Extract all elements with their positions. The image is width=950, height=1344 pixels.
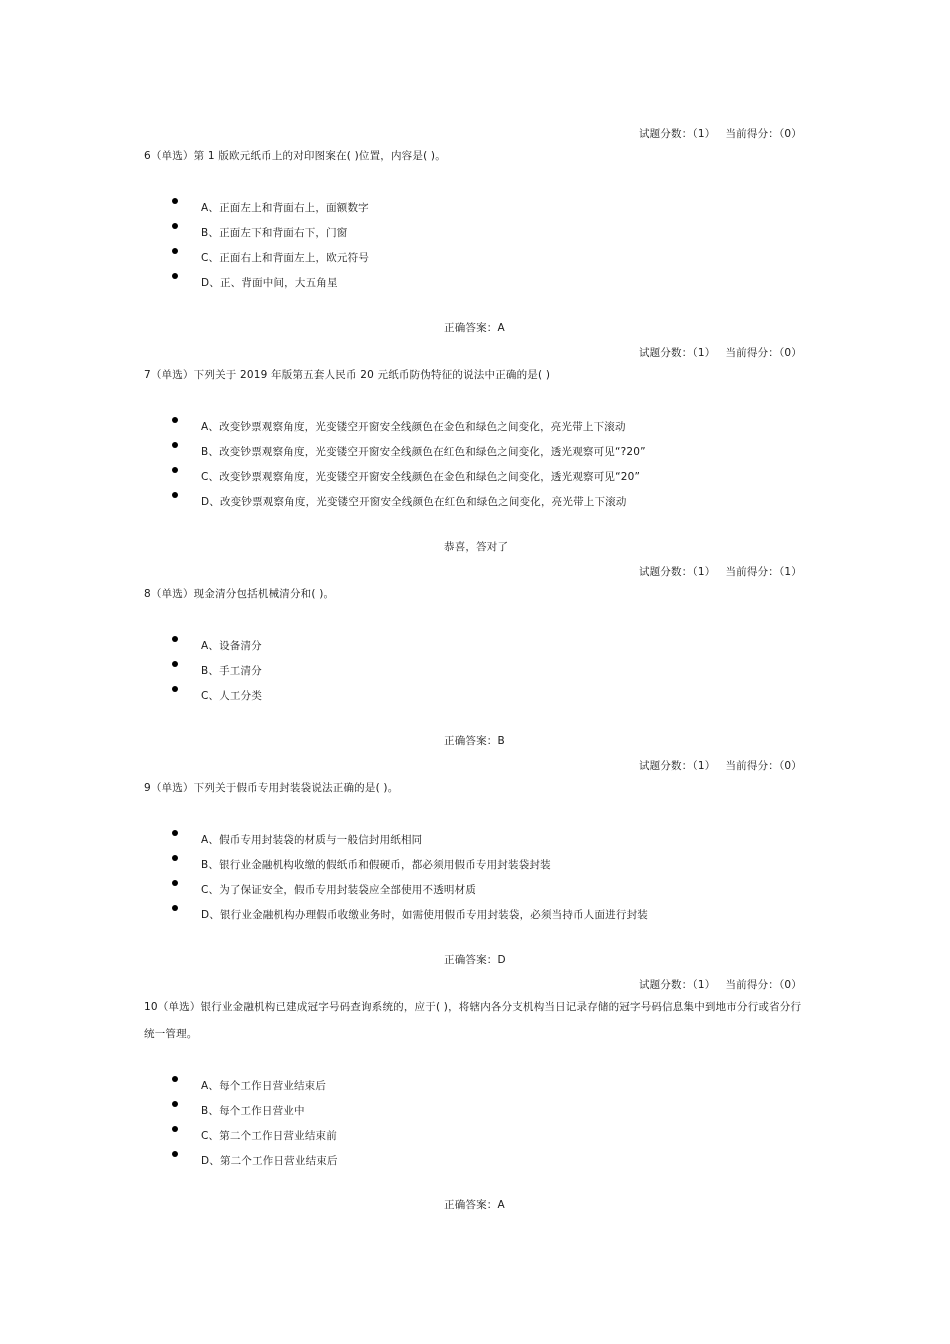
option-text: B、银行业金融机构收缴的假纸币和假硬币，都必须用假币专用封装袋封装 [201,859,551,871]
question-score: 试题分数：（1） [638,566,716,578]
question-score: 试题分数：（1） [638,979,716,991]
question-stem: 6（单选）第 1 版欧元纸币上的对印图案在( )位置，内容是( )。 [144,150,446,162]
option-item [0,1101,950,1126]
option-text: A、设备清分 [201,640,262,652]
option-text: C、正面右上和背面左上，欧元符号 [201,252,370,264]
option-item [0,223,950,248]
option-item [0,880,950,905]
bullet-icon [172,830,178,836]
bullet-icon [172,1151,178,1157]
current-score: 当前得分：（1） [725,566,802,578]
question-stem: 9（单选）下列关于假币专用封装袋说法正确的是( )。 [144,782,399,794]
bullet-icon [172,661,178,667]
bullet-icon [172,467,178,473]
answer-result: 正确答案：A [444,322,505,334]
option-item [0,248,950,273]
bullet-icon [172,442,178,448]
option-text: D、正、背面中间，大五角星 [201,277,338,289]
question-score: 试题分数：（1） [638,128,716,140]
option-item [0,855,950,880]
bullet-icon [172,417,178,423]
option-text: A、正面左上和背面右上，面额数字 [201,202,369,214]
option-text: C、改变钞票观察角度，光变镂空开窗安全线颜色在金色和绿色之间变化，透光观察可见“20” [201,471,641,483]
bullet-icon [172,248,178,254]
option-text: D、第二个工作日营业结束后 [201,1155,338,1167]
option-item [0,467,950,492]
score-line [639,758,802,773]
bullet-icon [172,905,178,911]
option-text: B、正面左下和背面右下，门窗 [201,227,348,239]
option-text: C、人工分类 [201,690,263,702]
option-item [0,442,950,467]
current-score: 当前得分：（0） [725,760,802,772]
score-line [639,126,802,141]
bullet-icon [172,198,178,204]
option-text: B、手工清分 [201,665,262,677]
bullet-icon [172,273,178,279]
bullet-icon [172,636,178,642]
option-item [0,686,950,711]
answer-result: 恭喜，答对了 [444,541,509,553]
option-text: B、改变钞票观察角度，光变镂空开窗安全线颜色在红色和绿色之间变化，透光观察可见“?20” [201,446,646,458]
bullet-icon [172,1076,178,1082]
option-text: A、假币专用封装袋的材质与一般信封用纸相同 [201,834,423,846]
bullet-icon [172,880,178,886]
option-item [0,636,950,661]
option-item [0,905,950,930]
option-text: D、银行业金融机构办理假币收缴业务时，如需使用假币专用封装袋，必须当持币人面进行封装 [201,909,648,921]
question-score: 试题分数：（1） [638,760,716,772]
answer-result: 正确答案：B [444,735,505,747]
option-item [0,1126,950,1151]
option-item [0,1151,950,1176]
bullet-icon [172,223,178,229]
answer-result: 正确答案：A [444,1199,505,1211]
question-stem: 10（单选）银行业金融机构已建成冠字号码查询系统的，应于( )，将辖内各分支机构当日记录存储的冠字号码信息集中到地市分行或省分行统一管理。 [144,1001,802,1040]
option-item [0,830,950,855]
bullet-icon [172,855,178,861]
bullet-icon [172,492,178,498]
score-line [639,345,802,360]
option-item [0,273,950,298]
question-stem: 7（单选）下列关于 2019 年版第五套人民币 20 元纸币防伪特征的说法中正确的是( ) [144,369,551,381]
current-score: 当前得分：（0） [725,347,802,359]
option-item [0,1076,950,1101]
current-score: 当前得分：（0） [725,128,802,140]
option-text: B、每个工作日营业中 [201,1105,305,1117]
answer-result: 正确答案：D [444,954,506,966]
option-item [0,417,950,442]
question-stem: 8（单选）现金清分包括机械清分和( )。 [144,588,335,600]
score-line [639,564,802,579]
option-text: C、为了保证安全，假币专用封装袋应全部使用不透明材质 [201,884,477,896]
question-score: 试题分数：（1） [638,347,716,359]
option-text: A、改变钞票观察角度，光变镂空开窗安全线颜色在金色和绿色之间变化，亮光带上下滚动 [201,421,626,433]
option-text: D、改变钞票观察角度，光变镂空开窗安全线颜色在红色和绿色之间变化，亮光带上下滚动 [201,496,627,508]
option-text: C、第二个工作日营业结束前 [201,1130,337,1142]
current-score: 当前得分：（0） [725,979,802,991]
bullet-icon [172,686,178,692]
score-line [639,977,802,992]
bullet-icon [172,1101,178,1107]
option-item [0,661,950,686]
option-item [0,198,950,223]
option-item [0,492,950,517]
option-text: A、每个工作日营业结束后 [201,1080,327,1092]
bullet-icon [172,1126,178,1132]
